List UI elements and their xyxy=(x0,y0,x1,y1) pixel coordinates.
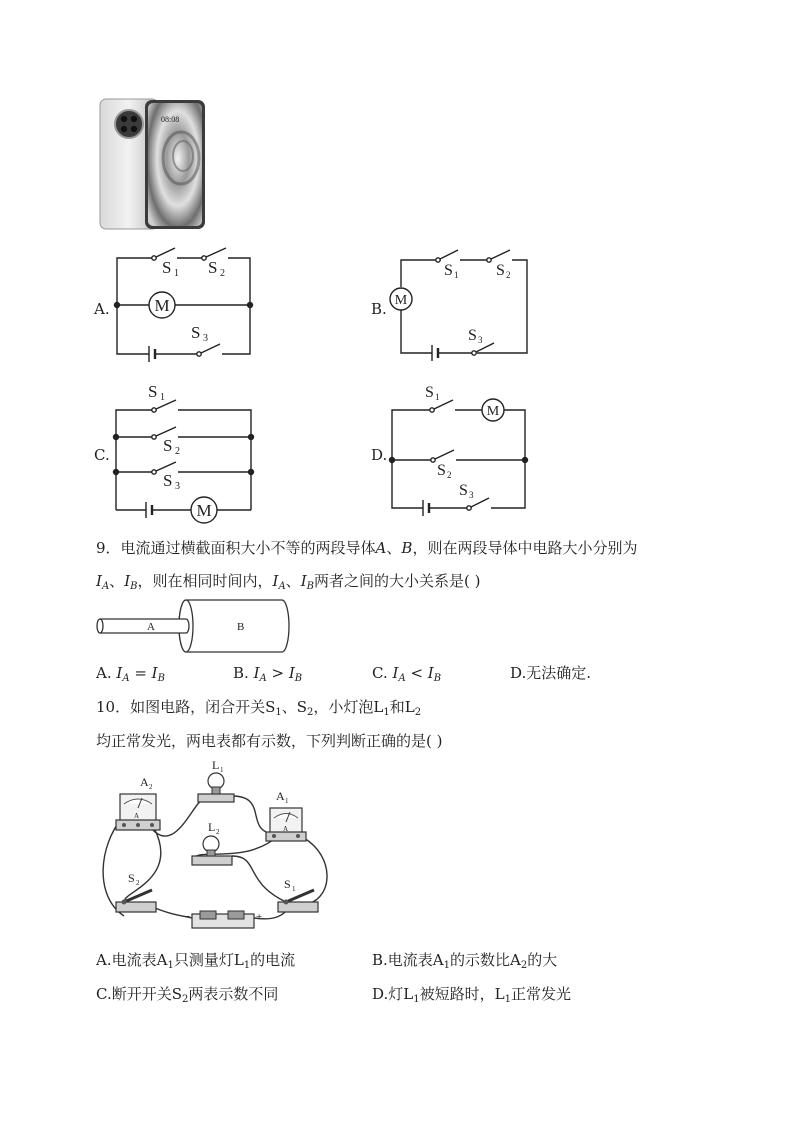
label-s2: S xyxy=(128,871,135,885)
b-s1: S xyxy=(444,262,453,279)
conductor-a-label: A xyxy=(147,621,155,633)
label-l1: L xyxy=(212,758,220,772)
c-s1: S xyxy=(148,382,158,401)
ammeter-a2 xyxy=(116,794,160,830)
svg-text:2: 2 xyxy=(447,470,452,480)
q9-line1: 9．电流通过横截面积大小不等的两段导体A、B，则在两段导体中电路大小分别为 xyxy=(96,539,638,557)
svg-text:2: 2 xyxy=(175,446,180,457)
svg-text:2: 2 xyxy=(216,828,220,836)
svg-text:2: 2 xyxy=(136,879,140,887)
motor-c: M xyxy=(196,501,212,520)
conductor-b-label: B xyxy=(237,621,245,633)
circuit-d xyxy=(385,380,535,525)
q10-option-d: D.灯$L_1$被短路时，$L_1$正常发光 xyxy=(372,985,571,1005)
option-c-label: C. xyxy=(94,446,110,464)
b-s3: S xyxy=(468,327,477,344)
a-s2: S xyxy=(208,258,218,277)
lamp-l2 xyxy=(192,836,232,865)
switch-s2 xyxy=(116,890,156,912)
phone-photo xyxy=(99,98,207,230)
a-s1: S xyxy=(162,258,172,277)
label-l2: L xyxy=(208,820,216,834)
svg-text:1: 1 xyxy=(292,885,296,893)
label-s1: S xyxy=(284,877,291,891)
svg-text:2: 2 xyxy=(220,268,225,279)
c-s3: S xyxy=(163,471,173,490)
q9-option-b: B. $I_A > I_B$ xyxy=(233,664,303,684)
q9-line2: $I_A$、$I_B$，则在相同时间内，$I_A$、$I_B$两者之间的大小关系是( ) xyxy=(96,572,481,592)
q10-line1: 10．如图电路，闭合开关$S_1$、$S_2$，小灯泡$L_1$和$L_2$ xyxy=(96,698,422,718)
battery-minus: − xyxy=(184,911,191,923)
q10-line2: 均正常发光，两电表都有示数，下列判断正确的是( ) xyxy=(96,732,443,750)
lamp-l1 xyxy=(198,773,234,802)
q9-option-c: C. $I_A < I_B$ xyxy=(372,664,442,684)
battery-plus: + xyxy=(256,911,263,923)
battery-holder xyxy=(192,911,254,928)
d-s2: S xyxy=(437,462,446,479)
b-s2: S xyxy=(496,262,505,279)
d-s1: S xyxy=(425,384,434,401)
svg-text:2: 2 xyxy=(506,270,511,280)
svg-text:3: 3 xyxy=(478,335,483,345)
q10-option-a: A.电流表$A_1$只测量灯$L_1$的电流 xyxy=(96,951,296,971)
q9-option-d: D.无法确定. xyxy=(510,664,592,682)
q10-option-b: B.电流表$A_1$的示数比$A_2$的大 xyxy=(372,951,558,971)
svg-text:A: A xyxy=(134,812,140,820)
option-b-label: B. xyxy=(371,300,387,318)
q9-option-a: A. $I_A = I_B$ xyxy=(96,664,165,684)
svg-text:1: 1 xyxy=(435,392,440,402)
svg-text:3: 3 xyxy=(203,333,208,344)
svg-text:1: 1 xyxy=(174,268,179,279)
d-s3: S xyxy=(459,482,468,499)
svg-text:3: 3 xyxy=(175,481,180,492)
motor-b: M xyxy=(394,293,408,308)
label-a1: A xyxy=(276,789,285,803)
conductor-diagram xyxy=(94,599,294,653)
q10-circuit-illustration xyxy=(94,756,334,936)
motor-a: M xyxy=(154,296,170,315)
c-s2: S xyxy=(163,436,173,455)
label-a2: A xyxy=(140,775,149,789)
ammeter-a1 xyxy=(266,808,306,841)
a-s3: S xyxy=(191,323,201,342)
phone-time: 08:08 xyxy=(161,115,180,124)
svg-text:1: 1 xyxy=(220,766,224,774)
svg-text:3: 3 xyxy=(469,490,474,500)
circuit-b xyxy=(384,238,534,363)
svg-text:A: A xyxy=(283,825,289,833)
option-d-label: D. xyxy=(371,446,388,464)
svg-text:2: 2 xyxy=(149,783,153,791)
svg-text:1: 1 xyxy=(285,797,289,805)
switch-s1 xyxy=(278,890,318,912)
motor-d: M xyxy=(486,404,500,419)
option-a-label: A. xyxy=(94,300,110,318)
q10-option-c: C.断开开关$S_2$两表示数不同 xyxy=(96,985,279,1005)
svg-text:1: 1 xyxy=(454,270,459,280)
svg-text:1: 1 xyxy=(160,392,165,403)
circuit-c xyxy=(108,380,258,530)
circuit-a xyxy=(112,238,257,363)
